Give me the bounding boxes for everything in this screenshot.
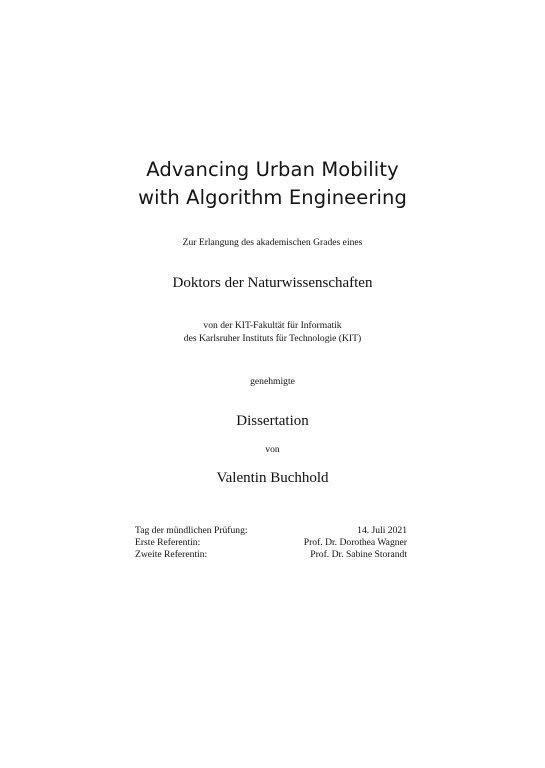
exam-date-value: 14. Juli 2021 bbox=[357, 525, 407, 536]
faculty-line-1: von der KIT-Fakultät für Informatik bbox=[203, 320, 342, 331]
title-line-1: Advancing Urban Mobility bbox=[146, 158, 399, 181]
title-line-2: with Algorithm Engineering bbox=[138, 186, 407, 209]
fact-row-second-referee bbox=[135, 549, 407, 561]
first-referee-label: Erste Referentin: bbox=[135, 537, 201, 548]
fact-row-first-referee bbox=[135, 537, 407, 549]
second-referee-value: Prof. Dr. Sabine Storandt bbox=[310, 549, 407, 560]
first-referee-value: Prof. Dr. Dorothea Wagner bbox=[303, 537, 407, 548]
exam-date-label: Tag der mündlichen Prüfung: bbox=[135, 525, 248, 536]
faculty-line-2: des Karlsruher Instituts für Technologie (KIT) bbox=[183, 333, 362, 344]
document-type: Dissertation bbox=[236, 413, 309, 429]
examination-facts bbox=[135, 525, 407, 561]
by-label: von bbox=[265, 444, 280, 455]
second-referee-label: Zweite Referentin: bbox=[135, 549, 208, 560]
author-name: Valentin Buchhold bbox=[216, 470, 329, 486]
fact-row-exam-date bbox=[135, 525, 407, 537]
approved-label: genehmigte bbox=[250, 376, 295, 387]
degree-purpose: Zur Erlangung des akademischen Grades eines bbox=[182, 237, 363, 248]
degree-name: Doktors der Naturwissenschaften bbox=[172, 275, 373, 291]
